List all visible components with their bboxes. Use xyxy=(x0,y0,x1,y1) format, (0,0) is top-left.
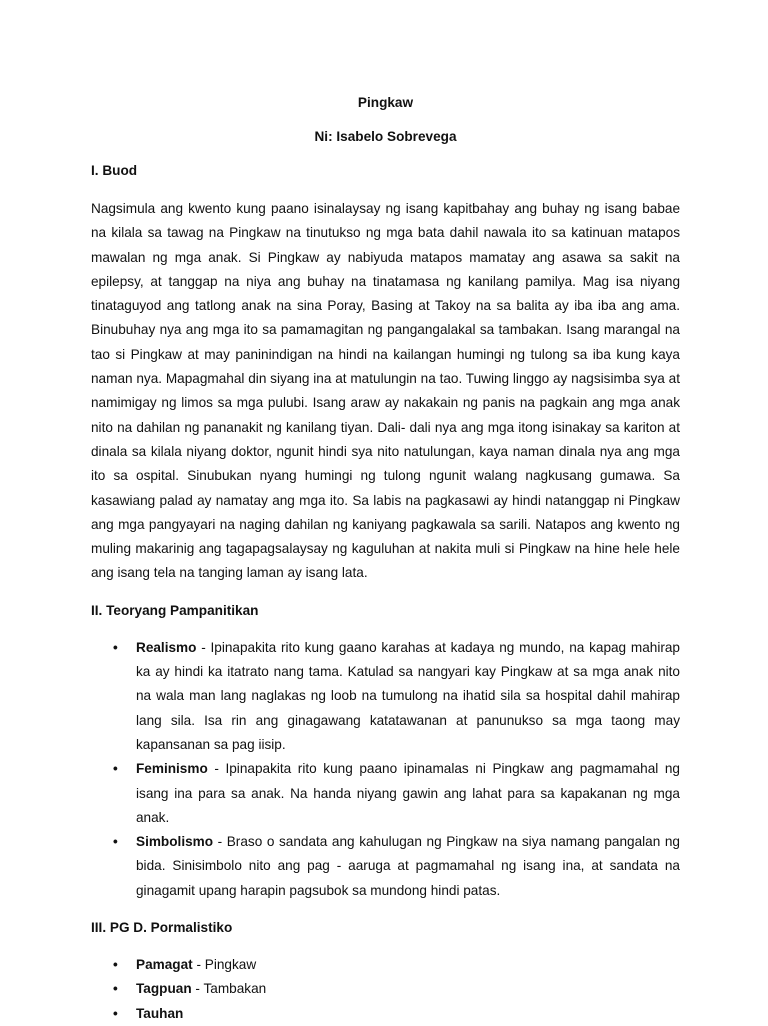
bullet-icon: • xyxy=(113,761,118,777)
bullet-icon: • xyxy=(113,1005,118,1021)
element-list xyxy=(91,953,680,1026)
list-item-realismo xyxy=(91,636,680,757)
document-author: Ni: Isabelo Sobrevega xyxy=(314,129,457,144)
bullet-icon: • xyxy=(113,981,118,997)
list-item-simbolismo xyxy=(91,830,680,903)
term-label: Feminismo xyxy=(136,761,208,777)
theory-list xyxy=(91,636,680,903)
list-item-tauhan xyxy=(91,1002,680,1026)
document-title: Pingkaw xyxy=(357,95,414,110)
bullet-icon: • xyxy=(113,639,118,655)
section-heading-pormalistiko: III. PG D. Pormalistiko xyxy=(91,920,233,936)
list-item-pamagat xyxy=(91,953,680,977)
term-label: Tagpuan xyxy=(136,981,192,997)
section-heading-buod: I. Buod xyxy=(91,163,138,178)
term-description: - Pingkaw xyxy=(192,957,257,973)
list-item-tagpuan xyxy=(91,977,680,1001)
term-description: - Braso o sandata ang kahulugan ng Pingkaw na siya namang pangalan ng bida. Sinisimbolo nito ang pag - aaruga at pagmamahal ng isang ina, at sandata na ginagamit upang harapin pagsubok sa mundong hindi patas. xyxy=(136,834,680,898)
term-description: - Ipinapakita rito kung gaano karahas at kadaya ng mundo, na kapag mahirap ka ay hindi ka itatrato nang tama. Katulad sa nangyari kay Pingkaw at sa mga anak nito na wala man lang naglakas ng loob na tumulong na ihatid sila sa hospital dahil mahirap lang sila. Isa rin ang ginagawang katatawanan at panunukso sa mga taong may kapansanan sa pag iisip. xyxy=(136,639,680,752)
bullet-icon: • xyxy=(113,834,118,850)
summary-paragraph: Nagsimula ang kwento kung paano isinalaysay ng isang kapitbahay ang buhay ng isang babae na kilala sa tawag na Pingkaw na tinutukso ng mga bata dahil nawala ito sa katinuan matapos mawalan ng mga anak. Si Pingkaw ay nabiyuda matapos mamatay ang asawa sa sakit na epilepsy, at tanggap na niya ang buhay na tinatamasa ng kanilang pamilya. Mag isa niyang tinataguyod ang tatlong anak na sina Poray, Basing at Takoy na sa balita ay iba iba ang ama. Binubuhay nya ang mga ito sa pamamagitan ng pangangalakal sa tambakan. Isang marangal na tao si Pingkaw at may paninindigan na hindi na kailangan humingi ng tulong sa iba kung kaya naman nya. Mapagmahal din siyang ina at matulungin na tao. Tuwing linggo ay nagsisimba sya at namimigay ng limos sa mga pulubi. Isang araw ay nakakain ng panis na pagkain ang mga anak nito na dahilan ng pananakit ng kanilang tiyan. Dali- dali nya ang mga itong isinakay sa kariton at dinala sa kilala niyang doktor, ngunit hindi sya nito natulungan, kaya naman dinala nya ang mga ito sa ospital. Sinubukan nyang humingi ng tulong ngunit walang nagkusang gumawa. Sa kasawiang palad ay namatay ang mga ito. Sa labis na pagkasawi ay hindi natanggap ni Pingkaw ang mga pangyayari na naging dahilan ng kaniyang pagkawala sa sarili. Natapos ang kwento ng muling makarinig ang tagapagsalaysay ng kaguluhan at nakita muli si Pingkaw na hine hele hele ang isang tela na tanging laman ay isang lata. xyxy=(91,201,680,581)
term-description: - Ipinapakita rito kung paano ipinamalas ni Pingkaw ang pagmamahal ng isang ina para sa anak. Na handa niyang gawin ang lahat para sa kapakanan ng mga anak. xyxy=(136,761,680,825)
term-label: Pamagat xyxy=(136,957,193,973)
bullet-icon: • xyxy=(113,957,118,973)
term-label: Realismo xyxy=(136,639,197,655)
term-label: Simbolismo xyxy=(136,834,214,850)
section-heading-teorya: II. Teoryang Pampanitikan xyxy=(91,602,259,618)
term-label: Tauhan xyxy=(136,1005,184,1021)
term-description: - Tambakan xyxy=(191,981,267,997)
list-item-feminismo xyxy=(91,757,680,830)
